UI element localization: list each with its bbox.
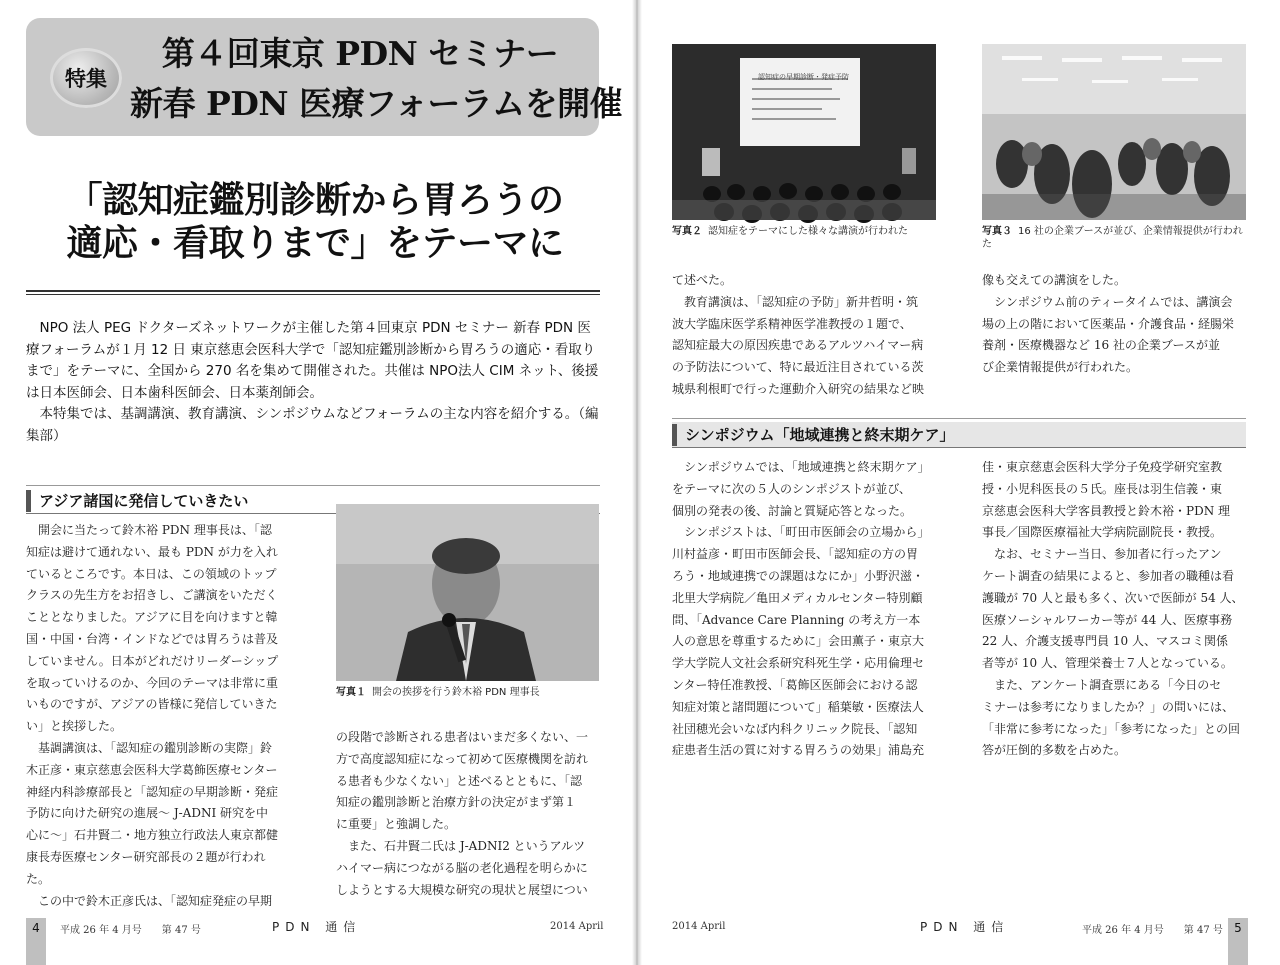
text-line: 者等が 10 人、管理栄養士７人となっている。 — [982, 656, 1233, 671]
footer-date: 2014 April — [672, 921, 726, 932]
footer-issue: 平成 26 年 4 月号 第 47 号 — [60, 925, 201, 936]
section-heading-marker — [26, 490, 31, 512]
text-line: 知症の鑑別診断と治療方針の決定がまず第１ — [336, 795, 577, 810]
banner-title-line-1: 第４回東京 PDN セミナー — [161, 34, 559, 73]
photo-speaker — [336, 504, 599, 681]
text-line: 基調講演は、「認知症の鑑別診断の実際」鈴 — [38, 740, 273, 755]
text-line: 護職が 70 人と最も多く、次いで医師が 54 人、 — [982, 590, 1244, 605]
text-line: ミナーは参考になりましたか？」の問いには、 — [982, 699, 1235, 714]
body-column-1 — [26, 520, 296, 908]
text-line: 問、「Advance Care Planning の考え方一本 — [672, 612, 921, 627]
text-line: ているところです。本日は、この領域のトップ — [26, 566, 277, 581]
body-column-3 — [672, 270, 940, 400]
text-line: 22 人、介護支援専門員 10 人、マスコミ関係 — [982, 634, 1228, 649]
photo1-caption — [336, 686, 599, 699]
text-line: 症患者生活の質に対する胃ろうの効果」浦島充 — [672, 743, 925, 758]
section-heading-text: シンポジウム「地域連携と終末期ケア」 — [685, 426, 955, 444]
photo3-caption-text: 16 社の企業ブースが並び、企業情報提供が行われた — [982, 226, 1243, 250]
headline-line-1: 「認知症鑑別診断から胃ろうの — [66, 180, 564, 221]
text-line: た。 — [26, 871, 51, 886]
section-heading-symposium — [672, 422, 1246, 448]
book-gutter — [632, 0, 642, 965]
text-line: る患者も少なくない」と述べるとともに、「認 — [336, 773, 583, 788]
text-line: 像も交えての講演をした。 — [982, 273, 1127, 287]
right-page — [642, 0, 1280, 965]
section-heading-marker — [672, 424, 677, 446]
text-line: 佳・東京慈恵会医科大学分子免疫学研究室教 — [982, 460, 1223, 474]
text-line: 「非常に参考になった」「参考になった」との回 — [982, 721, 1241, 736]
speaker-illustration — [336, 504, 599, 681]
photo1-caption-text: 開会の挨拶を行う鈴木裕 PDN 理事長 — [372, 687, 540, 698]
text-line: ろう・地域連携での課題はなにか」小野沢滋・ — [672, 568, 925, 583]
text-line: 予防に向けた研究の進展～ J-ADNI 研究を中 — [26, 806, 269, 821]
text-line: していません。日本がどれだけリーダーシップ — [26, 653, 279, 668]
text-line: 国・中国・台湾・インドなどでは胃ろうは普及 — [26, 631, 279, 646]
text-line: て述べた。 — [672, 273, 733, 287]
text-line: ハイマー病につながる脳の老化過程を明らかに — [336, 860, 588, 875]
text-line: 北里大学病院／亀田メディカルセンター特別顧 — [672, 590, 923, 605]
exhibition-illustration — [982, 44, 1246, 220]
body-column-2 — [336, 727, 599, 901]
footer-title: PDN 通信 — [920, 920, 1010, 934]
divider-rule — [26, 485, 600, 486]
left-page — [0, 0, 632, 965]
text-line: 知症は避けて通れない、最も PDN が力を入れ — [26, 544, 278, 559]
text-line: しようとする大規模な研究の現状と展望につい — [336, 882, 588, 897]
text-line: なお、セミナー当日、参加者に行ったアン — [994, 547, 1222, 562]
text-line: ンター特任准教授、「葛飾区医師会における認 — [672, 677, 918, 692]
lead-paragraph-1: NPO 法人 PEG ドクターズネットワークが主催した第４回東京 PDN セミナー 新春 PDN 医療フォーラムが１月 12 日 東京慈恵会医科大学で「認知症鑑別診断から胃ろうの適応・看取りまで」をテーマに、全国から 270 名を集めて開催された。共催は NPO法人 CIM ネット、後援は日本医師会、日本歯科医師会、日本薬剤師会。 — [26, 320, 599, 401]
text-line: 城県利根町で行った運動介入研究の結果など映 — [672, 381, 925, 396]
text-line: 開会に当たって鈴木裕 PDN 理事長は、「認 — [38, 523, 272, 537]
text-line: 教育講演は、「認知症の予防」新井哲明・筑 — [684, 294, 919, 309]
body-column-4 — [982, 270, 1250, 380]
text-line: 川村益彦・町田市医師会長、「認知症の方の胃 — [672, 547, 919, 562]
text-line: い」と挨拶した。 — [26, 719, 123, 734]
slide-title: 認知症の早期診断・発症予防 — [758, 73, 849, 81]
text-line: こととなりました。アジアに目を向けますと韓 — [26, 610, 278, 625]
photo-lecture-hall — [672, 44, 936, 220]
footer-title: PDN 通信 — [272, 920, 362, 934]
lead-paragraph-2: 本特集では、基調講演、教育講演、シンポジウムなどフォーラムの主な内容を紹介する。（編集部） — [26, 406, 599, 444]
feature-badge: 特集 — [50, 48, 122, 108]
page-number: 5 — [1228, 918, 1248, 965]
text-line: 神経内科診療部長と「認知症の早期診断・発症 — [26, 784, 279, 799]
text-line: ケート調査の結果によると、参加者の職種は看 — [982, 568, 1235, 583]
text-line: の段階で診断される患者はいまだ多くない、一 — [336, 730, 589, 744]
text-line: に重要」と強調した。 — [336, 817, 457, 832]
text-line: 方で高度認知症になって初めて医療機関を訪れ — [336, 751, 589, 766]
headline-line-2: 適応・看取りまで」をテーマに — [66, 223, 564, 264]
text-line: シンポジウムでは、「地域連携と終末期ケア」 — [684, 460, 930, 474]
section-heading-text: アジア諸国に発信していきたい — [39, 492, 249, 510]
text-line: また、アンケート調査票にある「今日のセ — [994, 677, 1222, 692]
divider-rule — [26, 294, 600, 295]
body-column-5 — [672, 457, 940, 767]
text-line: 京慈恵会医科大学客員教授と鈴木裕・PDN 理 — [982, 503, 1231, 518]
text-line: いものですが、アジアの皆様に発信していきた — [26, 697, 278, 712]
text-line: 個別の発表の後、討論と質疑応答となった。 — [672, 503, 913, 518]
footer-date: 2014 April — [550, 921, 604, 932]
text-line: 木正彦・東京慈恵会医科大学葛飾医療センター — [26, 762, 278, 777]
lecture-hall-illustration — [672, 44, 936, 220]
text-line: 波大学臨床医学系精神医学准教授の１題で、 — [672, 316, 912, 331]
text-line: また、石井賢二氏は J-ADNI2 というアルツ — [348, 838, 586, 853]
photo-exhibition-booths — [982, 44, 1246, 220]
divider-rule — [26, 290, 600, 292]
photo2-caption — [672, 225, 936, 238]
text-line: クラスの先生方をお招きし、ご講演をいただく — [26, 588, 278, 603]
text-line: 場の上の階において医薬品・介護食品・経腸栄 — [982, 316, 1235, 331]
body-column-6 — [982, 457, 1250, 767]
text-line: 養剤・医療機器など 16 社の企業ブースが並 — [982, 338, 1220, 353]
text-line: 康長寿医療センター研究部長の２題が行われ — [26, 849, 266, 864]
photo2-caption-text: 認知症をテーマにした様々な講演が行われた — [708, 226, 908, 237]
photo3-caption — [982, 225, 1246, 251]
photo1-caption-label: 写真１ — [336, 687, 366, 698]
text-line: を取っていけるのか、今回のテーマは非常に重 — [26, 675, 279, 690]
text-line: 認知症最大の原因疾患であるアルツハイマー病 — [672, 338, 924, 353]
text-line: 医療ソーシャルワーカー等が 44 人、医療事務 — [982, 612, 1233, 627]
photo2-caption-label: 写真２ — [672, 226, 702, 237]
text-line: の予防法について、特に最近注目されている茨 — [672, 360, 924, 375]
text-line: 学大学院人文社会系研究科死生学・応用倫理セ — [672, 656, 925, 671]
text-line: び企業情報提供が行われた。 — [982, 360, 1139, 375]
text-line: 社団穂光会いなば内科クリニック院長、「認知 — [672, 721, 918, 736]
text-line: 知症対策と諸問題について」稲葉敏・医療法人 — [672, 699, 924, 714]
text-line: 人の意思を尊重するために」会田薫子・東京大 — [672, 634, 925, 649]
text-line: シンポジストは、「町田市医師会の立場から」 — [684, 525, 930, 540]
text-line: 答が圧倒的多数を占めた。 — [982, 743, 1127, 758]
text-line: シンポジウム前のティータイムでは、講演会 — [994, 294, 1233, 309]
divider-rule — [672, 418, 1246, 419]
text-line: 授・小児科医長の５氏。座長は羽生信義・東 — [982, 481, 1223, 496]
text-line: 心に～」石井賢二・地方独立行政法人東京都健 — [26, 828, 279, 843]
text-line: この中で鈴木正彦氏は、「認知症発症の早期 — [38, 893, 273, 908]
photo3-caption-label: 写真３ — [982, 226, 1012, 237]
text-line: 事長／国際医療福祉大学病院副院長・教授。 — [982, 525, 1223, 540]
banner-title-line-2: 新春 PDN 医療フォーラムを開催 — [130, 84, 623, 123]
text-line: をテーマに次の５人のシンポジストが並び、 — [672, 481, 911, 496]
footer-issue: 平成 26 年 4 月号 第 47 号 — [1082, 925, 1223, 936]
lead-paragraph — [26, 318, 600, 447]
page-number: 4 — [26, 918, 46, 965]
